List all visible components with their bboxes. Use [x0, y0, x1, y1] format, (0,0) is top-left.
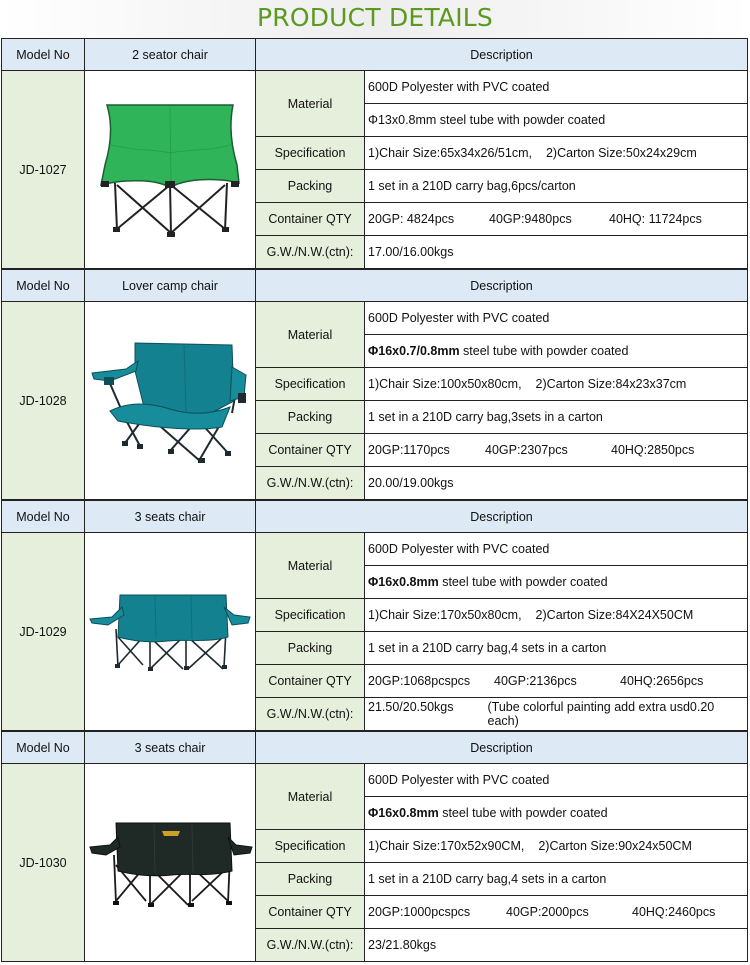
- qty-20gp: 20GP:1068pcspcs: [368, 674, 471, 688]
- carton-size-text: 2)Carton Size:90x24x50CM: [538, 839, 692, 853]
- container-qty-label: Container QTY: [268, 212, 352, 226]
- model-no-header: [1, 38, 85, 71]
- product-name-header: [85, 500, 256, 533]
- specification-label-cell: [256, 137, 365, 170]
- description-header-label: Description: [470, 47, 533, 62]
- material-value-1: [365, 533, 748, 566]
- container-qty-value: [365, 434, 748, 467]
- specification-label: Specification: [274, 146, 346, 160]
- product-section-jd-1028: [1, 269, 748, 500]
- weight-label-cell: [256, 698, 365, 731]
- packing-text: 1 set in a 210D carry bag,3sets in a carton: [368, 410, 603, 424]
- material-label: Material: [287, 789, 333, 804]
- packing-label-cell: [256, 401, 365, 434]
- material-tube-text: steel tube with powder coated: [438, 806, 608, 820]
- qty-20gp: 20GP:1170pcs: [368, 443, 450, 457]
- material-value-1: [365, 71, 748, 104]
- page-title: PRODUCT DETAILS: [257, 3, 493, 32]
- material-label-cell: [256, 71, 365, 137]
- teal-three-seat-chair-icon: [88, 589, 253, 674]
- product-name: 2 seator chair: [132, 47, 208, 62]
- model-number: JD-1027: [19, 162, 67, 177]
- weight-text: 23/21.80kgs: [368, 938, 437, 952]
- material-value-2: [365, 566, 748, 599]
- weight-label: G.W./N.W.(ctn):: [266, 245, 354, 259]
- material-value-2: [365, 797, 748, 830]
- model-no-header: [1, 500, 85, 533]
- container-qty-value: [365, 896, 748, 929]
- material-fabric-text: 600D Polyester with PVC coated: [368, 80, 550, 94]
- weight-label-cell: [256, 467, 365, 500]
- material-label-cell: [256, 764, 365, 830]
- qty-40gp: 40GP:9480pcs: [489, 212, 572, 226]
- packing-text: 1 set in a 210D carry bag,6pcs/carton: [368, 179, 576, 193]
- specification-value: [365, 368, 748, 401]
- container-qty-label-cell: [256, 665, 365, 698]
- material-tube-text: Φ13x0.8mm steel tube with powder coated: [368, 113, 606, 127]
- qty-20gp: 20GP:1000pcspcs: [368, 905, 471, 919]
- container-qty-label: Container QTY: [268, 443, 352, 457]
- weight-value: [365, 929, 748, 962]
- model-number: JD-1028: [19, 393, 67, 408]
- tube-size-bold: Φ16x0.8mm: [368, 806, 439, 820]
- container-qty-label: Container QTY: [268, 905, 352, 919]
- product-name-header: [85, 269, 256, 302]
- packing-value: [365, 170, 748, 203]
- material-label: Material: [287, 327, 333, 342]
- black-three-seat-chair-icon: [88, 815, 253, 910]
- product-image-cell: [85, 764, 256, 962]
- material-fabric-text: 600D Polyester with PVC coated: [368, 311, 550, 325]
- weight-label: G.W./N.W.(ctn):: [266, 938, 354, 952]
- qty-40hq: 40HQ:2460pcs: [632, 905, 716, 919]
- material-label: Material: [287, 96, 333, 111]
- description-header: [256, 500, 748, 533]
- material-label-cell: [256, 533, 365, 599]
- weight-label: G.W./N.W.(ctn):: [266, 707, 354, 721]
- qty-40hq: 40HQ:2656pcs: [620, 674, 704, 688]
- product-image: [88, 589, 253, 674]
- product-name-header: [85, 38, 256, 71]
- material-value-1: [365, 302, 748, 335]
- material-fabric-text: 600D Polyester with PVC coated: [368, 542, 550, 556]
- weight-value: [365, 236, 748, 269]
- packing-label: Packing: [287, 641, 333, 655]
- product-name: 3 seats chair: [134, 740, 206, 755]
- product-name: Lover camp chair: [122, 278, 218, 293]
- specification-value: [365, 137, 748, 170]
- description-header-label: Description: [470, 740, 533, 755]
- weight-label-cell: [256, 236, 365, 269]
- model-no-header-label: Model No: [16, 278, 70, 293]
- product-image: [90, 331, 250, 471]
- product-image-cell: [85, 533, 256, 731]
- material-tube-text: steel tube with powder coated: [459, 344, 629, 358]
- model-number-cell: [1, 533, 85, 731]
- specification-value: [365, 599, 748, 632]
- packing-label: Packing: [287, 179, 333, 193]
- weight-label: G.W./N.W.(ctn):: [266, 476, 354, 490]
- teal-lover-camp-chair-icon: [90, 331, 250, 471]
- container-qty-label: Container QTY: [268, 674, 352, 688]
- model-number-cell: [1, 302, 85, 500]
- weight-note: (Tube colorful painting add extra usd0.20 each): [487, 700, 715, 728]
- model-number: JD-1030: [19, 855, 67, 870]
- description-header: [256, 38, 748, 71]
- material-value-2: [365, 335, 748, 368]
- container-qty-label-cell: [256, 434, 365, 467]
- description-header: [256, 731, 748, 764]
- weight-text: 20.00/19.00kgs: [368, 476, 454, 490]
- model-no-header-label: Model No: [16, 47, 70, 62]
- weight-label-cell: [256, 929, 365, 962]
- container-qty-label-cell: [256, 203, 365, 236]
- weight-text: 17.00/16.00kgs: [368, 245, 454, 259]
- specification-label-cell: [256, 599, 365, 632]
- qty-20gp: 20GP: 4824pcs: [368, 212, 455, 226]
- description-header-label: Description: [470, 278, 533, 293]
- product-name-header: [85, 731, 256, 764]
- material-value-1: [365, 764, 748, 797]
- product-name: 3 seats chair: [134, 509, 206, 524]
- product-section-jd-1029: [1, 500, 748, 731]
- material-tube-text: steel tube with powder coated: [438, 575, 608, 589]
- tube-size-bold: Φ16x0.8mm: [368, 575, 439, 589]
- green-two-seat-chair-icon: [95, 95, 245, 245]
- material-label: Material: [287, 558, 333, 573]
- product-image: [88, 815, 253, 910]
- model-number: JD-1029: [19, 624, 67, 639]
- product-section-jd-1027: [1, 38, 748, 269]
- material-label-cell: [256, 302, 365, 368]
- model-number-cell: [1, 764, 85, 962]
- packing-value: [365, 632, 748, 665]
- chair-size-text: 1)Chair Size:100x50x80cm,: [368, 377, 522, 391]
- qty-40gp: 40GP:2136pcs: [494, 674, 577, 688]
- specification-label: Specification: [274, 608, 346, 622]
- model-no-header-label: Model No: [16, 509, 70, 524]
- specification-label-cell: [256, 830, 365, 863]
- packing-label-cell: [256, 632, 365, 665]
- weight-value: [365, 467, 748, 500]
- product-section-jd-1030: [1, 731, 748, 962]
- description-header-label: Description: [470, 509, 533, 524]
- weight-value: [365, 698, 748, 731]
- packing-value: [365, 863, 748, 896]
- specification-label: Specification: [274, 839, 346, 853]
- packing-value: [365, 401, 748, 434]
- qty-40hq: 40HQ: 11724pcs: [609, 212, 702, 226]
- chair-size-text: 1)Chair Size:65x34x26/51cm,: [368, 146, 532, 160]
- carton-size-text: 2)Carton Size:84x23x37cm: [535, 377, 687, 391]
- packing-label-cell: [256, 170, 365, 203]
- packing-text: 1 set in a 210D carry bag,4 sets in a carton: [368, 641, 607, 655]
- model-no-header: [1, 731, 85, 764]
- specification-label-cell: [256, 368, 365, 401]
- tube-size-bold: Φ16x0.7/0.8mm: [368, 344, 460, 358]
- carton-size-text: 2)Carton Size:84X24X50CM: [535, 608, 694, 622]
- container-qty-label-cell: [256, 896, 365, 929]
- packing-text: 1 set in a 210D carry bag,4 sets in a carton: [368, 872, 607, 886]
- chair-size-text: 1)Chair Size:170x50x80cm,: [368, 608, 522, 622]
- container-qty-value: [365, 665, 748, 698]
- product-image-cell: [85, 302, 256, 500]
- product-image: [95, 95, 245, 245]
- specification-label: Specification: [274, 377, 346, 391]
- specification-value: [365, 830, 748, 863]
- packing-label: Packing: [287, 872, 333, 886]
- carton-size-text: 2)Carton Size:50x24x29cm: [545, 146, 697, 160]
- material-fabric-text: 600D Polyester with PVC coated: [368, 773, 550, 787]
- weight-text: 21.50/20.50kgs: [368, 700, 454, 714]
- packing-label: Packing: [287, 410, 333, 424]
- material-value-2: [365, 104, 748, 137]
- description-header: [256, 269, 748, 302]
- model-no-header-label: Model No: [16, 740, 70, 755]
- qty-40gp: 40GP:2000pcs: [506, 905, 589, 919]
- packing-label-cell: [256, 863, 365, 896]
- model-no-header: [1, 269, 85, 302]
- model-number-cell: [1, 71, 85, 269]
- container-qty-value: [365, 203, 748, 236]
- qty-40hq: 40HQ:2850pcs: [611, 443, 695, 457]
- title-banner: [0, 0, 750, 38]
- chair-size-text: 1)Chair Size:170x52x90CM,: [368, 839, 525, 853]
- product-image-cell: [85, 71, 256, 269]
- qty-40gp: 40GP:2307pcs: [485, 443, 568, 457]
